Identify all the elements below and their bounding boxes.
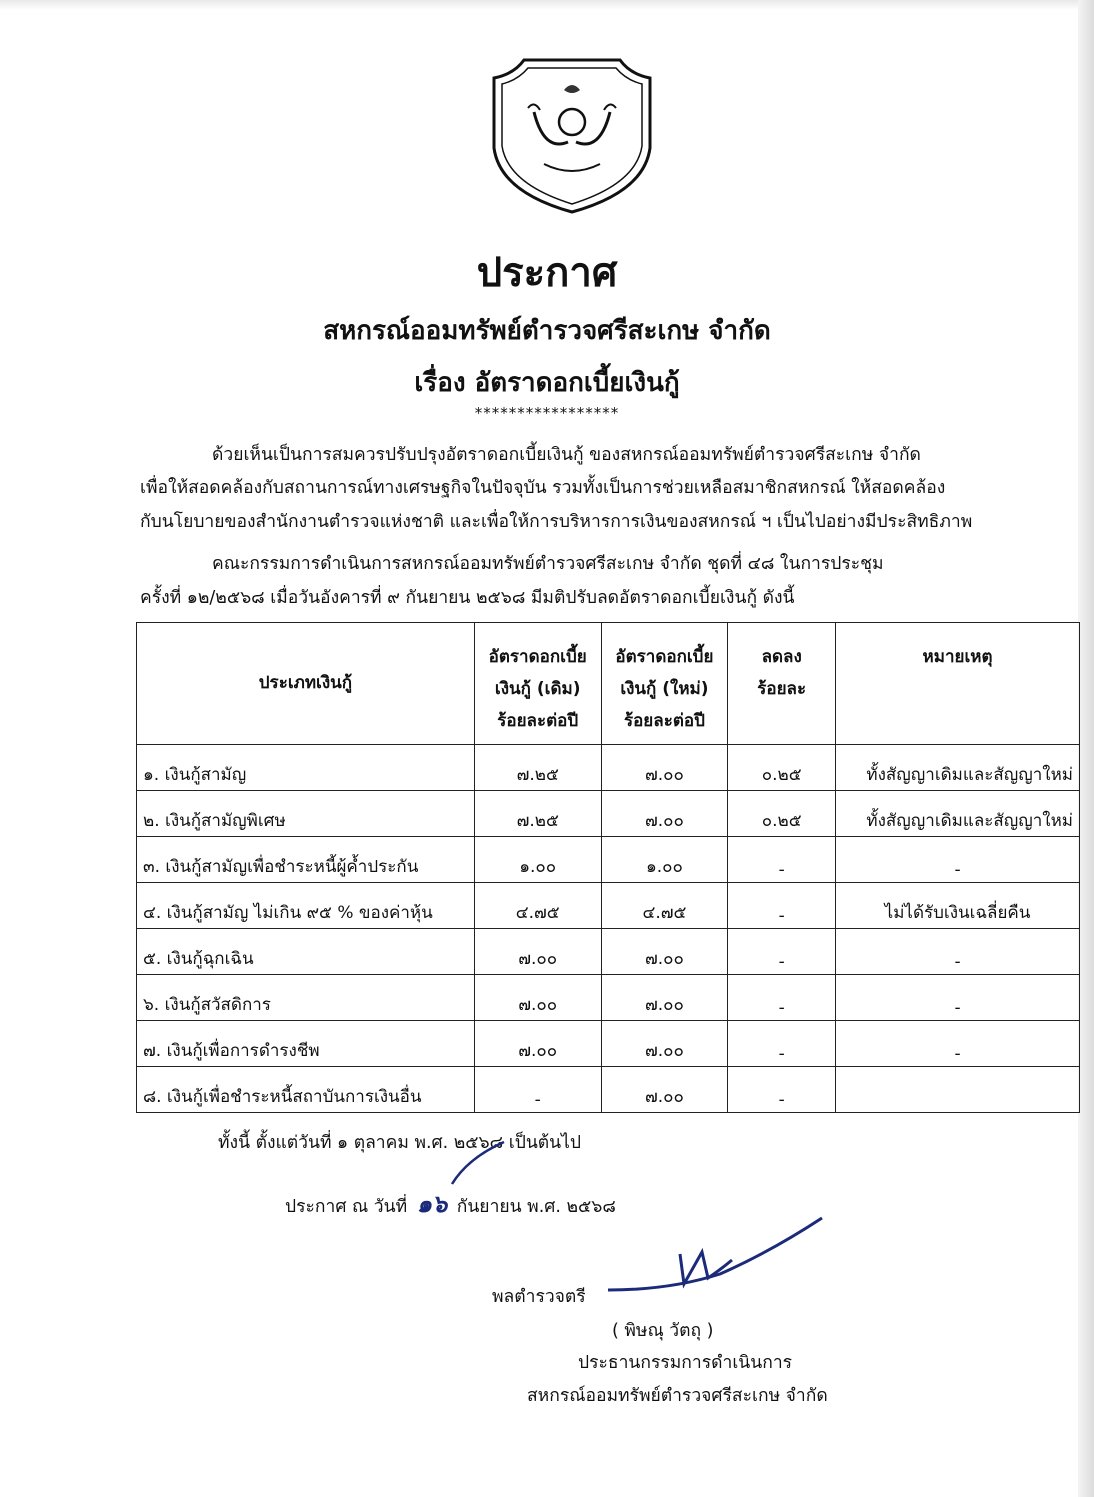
note-cell: - (836, 837, 1080, 883)
announced-day-handwritten: ๑๖ (416, 1190, 448, 1218)
reduction-cell: - (728, 837, 836, 883)
header-new-rate-line-3: ร้อยละต่อปี (623, 711, 705, 731)
new-rate-cell: ๗.๐๐ (601, 791, 728, 837)
note-cell: - (836, 1021, 1080, 1067)
announcement-title: ประกาศ (476, 250, 618, 296)
table-row (137, 791, 1080, 837)
header-reduction-line-1: ลดลง (761, 647, 802, 667)
header-new-rate (601, 623, 728, 745)
signer-position: ประธานกรรมการดำเนินการ (578, 1353, 793, 1373)
loan-type-cell: ๖. เงินกู้สวัสดิการ (137, 975, 475, 1021)
old-rate-cell: ๑.๐๐ (474, 837, 601, 883)
table-row (137, 1067, 1080, 1113)
old-rate-cell: ๔.๗๕ (474, 883, 601, 929)
new-rate-cell: ๗.๐๐ (601, 929, 728, 975)
signer-organization: สหกรณ์ออมทรัพย์ตำรวจศรีสะเกษ จำกัด (527, 1386, 828, 1406)
announced-prefix: ประกาศ ณ วันที่ (285, 1197, 408, 1217)
header-note: หมายเหตุ (836, 623, 1080, 745)
loan-type-cell: ๘. เงินกู้เพื่อชำระหนี้สถาบันการเงินอื่น (137, 1067, 475, 1113)
signer-rank: พลตำรวจตรี (492, 1287, 586, 1307)
note-cell: - (836, 929, 1080, 975)
paragraph-2-line-2: ครั้งที่ ๑๒/๒๕๖๘ เมื่อวันอังคารที่ ๙ กันยายน ๒๕๖๘ มีมติปรับลดอัตราดอกเบี้ยเงินกู้ ดังนี้ (140, 588, 795, 608)
header-new-rate-line-1: อัตราดอกเบี้ย (615, 647, 714, 667)
star-divider: ***************** (474, 404, 620, 422)
old-rate-cell: - (474, 1067, 601, 1113)
new-rate-cell: ๗.๐๐ (601, 1021, 728, 1067)
reduction-cell: - (728, 929, 836, 975)
table-row (137, 975, 1080, 1021)
header-reduction-line-2: ร้อยละ (757, 679, 807, 699)
header-new-rate-line-2: เงินกู้ (ใหม่) (620, 679, 709, 699)
old-rate-cell: ๗.๒๕ (474, 791, 601, 837)
header-old-rate (474, 623, 601, 745)
cooperative-seal-logo (484, 52, 660, 216)
new-rate-cell: ๗.๐๐ (601, 1067, 728, 1113)
loan-type-cell: ๑. เงินกู้สามัญ (137, 745, 475, 791)
table-row (137, 883, 1080, 929)
loan-type-cell: ๓. เงินกู้สามัญเพื่อชำระหนี้ผู้ค้ำประกัน (137, 837, 475, 883)
subject-line: เรื่อง อัตราดอกเบี้ยเงินกู้ (414, 368, 680, 398)
table-row (137, 1021, 1080, 1067)
new-rate-cell: ๗.๐๐ (601, 745, 728, 791)
reduction-cell: - (728, 1021, 836, 1067)
old-rate-cell: ๗.๒๕ (474, 745, 601, 791)
reduction-cell: - (728, 1067, 836, 1113)
signer-name: ( พิษณุ วัตถุ ) (612, 1321, 714, 1341)
interest-rate-table (136, 622, 1080, 1113)
header-old-rate-line-2: เงินกู้ (เดิม) (494, 679, 581, 699)
paragraph-2-line-1: คณะกรรมการดำเนินการสหกรณ์ออมทรัพย์ตำรวจศรีสะเกษ จำกัด ชุดที่ ๔๘ ในการประชุม (212, 554, 884, 574)
announced-date-line (285, 1184, 616, 1223)
new-rate-cell: ๔.๗๕ (601, 883, 728, 929)
paragraph-1-line-1: ด้วยเห็นเป็นการสมควรปรับปรุงอัตราดอกเบี้ยเงินกู้ ของสหกรณ์ออมทรัพย์ตำรวจศรีสะเกษ จำกัด (212, 445, 921, 465)
note-cell: ทั้งสัญญาเดิมและสัญญาใหม่ (836, 791, 1080, 837)
header-old-rate-line-3: ร้อยละต่อปี (497, 711, 579, 731)
note-cell: ไม่ได้รับเงินเฉลี่ยคืน (836, 883, 1080, 929)
table-row (137, 745, 1080, 791)
page-edge-right (1078, 0, 1094, 1497)
effective-date-line: ทั้งนี้ ตั้งแต่วันที่ ๑ ตุลาคม พ.ศ. ๒๕๖๘ เป็นต้นไป (218, 1133, 582, 1153)
note-cell: ทั้งสัญญาเดิมและสัญญาใหม่ (836, 745, 1080, 791)
new-rate-cell: ๗.๐๐ (601, 975, 728, 1021)
header-old-rate-line-1: อัตราดอกเบี้ย (488, 647, 587, 667)
loan-type-cell: ๒. เงินกู้สามัญพิเศษ (137, 791, 475, 837)
paragraph-1-line-2: เพื่อให้สอดคล้องกับสถานการณ์ทางเศรษฐกิจในปัจจุบัน รวมทั้งเป็นการช่วยเหลือสมาชิกสหกรณ์ ให้สอดคล้อง (140, 478, 946, 498)
loan-type-cell: ๔. เงินกู้สามัญ ไม่เกิน ๙๕ % ของค่าหุ้น (137, 883, 475, 929)
note-cell: - (836, 975, 1080, 1021)
paragraph-1-line-3: กับนโยบายของสำนักงานตำรวจแห่งชาติ และเพื่อให้การบริหารการเงินของสหกรณ์ ฯ เป็นไปอย่างมีประสิทธิภาพ (140, 512, 973, 532)
header-reduction (728, 623, 836, 745)
announced-suffix: กันยายน พ.ศ. ๒๕๖๘ (456, 1197, 616, 1217)
organization-name: สหกรณ์ออมทรัพย์ตำรวจศรีสะเกษ จำกัด (323, 316, 771, 346)
table-row (137, 929, 1080, 975)
table-row (137, 837, 1080, 883)
note-cell (836, 1067, 1080, 1113)
loan-type-cell: ๕. เงินกู้ฉุกเฉิน (137, 929, 475, 975)
old-rate-cell: ๗.๐๐ (474, 975, 601, 1021)
page-edge-top (0, 0, 1094, 10)
header-loan-type: ประเภทเงินกู้ (137, 623, 475, 745)
reduction-cell: - (728, 975, 836, 1021)
old-rate-cell: ๗.๐๐ (474, 1021, 601, 1067)
loan-type-cell: ๗. เงินกู้เพื่อการดำรงชีพ (137, 1021, 475, 1067)
handwritten-mark (448, 1138, 508, 1188)
reduction-cell: - (728, 883, 836, 929)
reduction-cell: ๐.๒๕ (728, 791, 836, 837)
old-rate-cell: ๗.๐๐ (474, 929, 601, 975)
reduction-cell: ๐.๒๕ (728, 745, 836, 791)
new-rate-cell: ๑.๐๐ (601, 837, 728, 883)
signature-image (600, 1212, 830, 1300)
